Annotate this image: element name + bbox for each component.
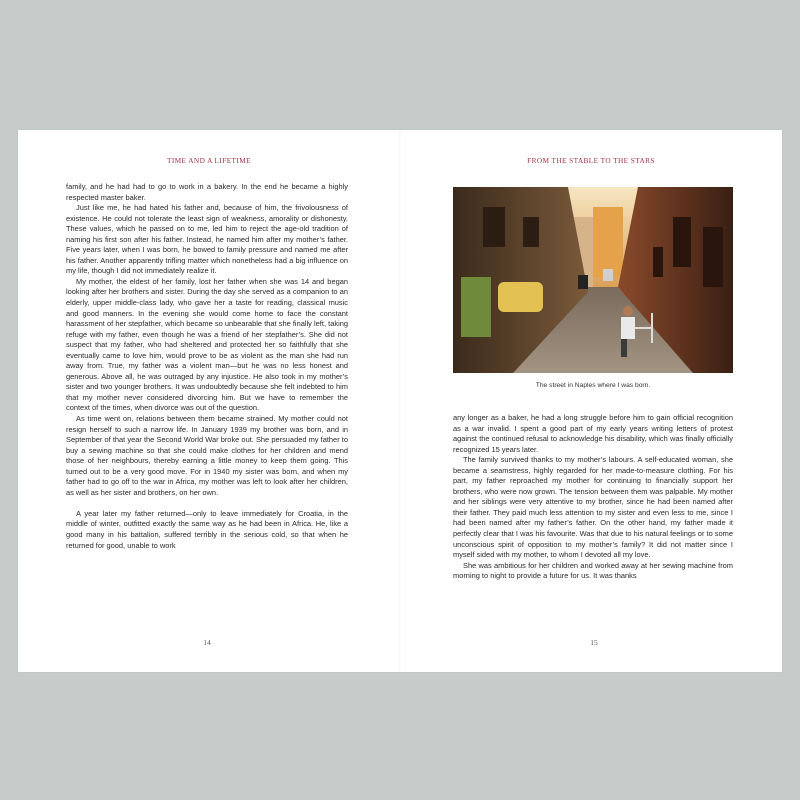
running-head-right: FROM THE STABLE TO THE STARS bbox=[527, 156, 655, 165]
book-spread bbox=[18, 130, 782, 672]
paragraph: My mother, the eldest of her family, lost her father when she was 14 and began looking after her brothers and sister. During the day she served as a companion to an elderly, upper middle-class lady, who gave her a taste for reading, classical music and good manners. In the evening she would come home to face the constant harassment of her stepfather, which became so unbearable that she finally left, taking refuge with my father, even though he was a friend of her stepfather’s. She did not suspect that my father, who had sheltered and protected her so faithfully that she eventually came to love him, would prove to be as violent as the man she had run away from. True, my father was a violent man—but he was no less honest and generous. Above all, he was outraged by any injustice. He also took in my mother’s sister and two younger brothers. It was undoubtedly because she felt indebted to him that my mother never considered divorcing him. But we have to remember the context of the times, when divorce was out of the question. bbox=[66, 276, 348, 413]
paragraph: A year later my father returned—only to leave immediately for Croatia, in the middle of winter, outfitted exactly the same way as he had been in Africa. He, like a good many in his battalion, suffered terribly in the serious cold, so that when he returned for good, unable to work bbox=[66, 508, 348, 550]
naples-street-photo bbox=[453, 187, 733, 373]
running-head-left: TIME AND A LIFETIME bbox=[166, 156, 251, 165]
paragraph: any longer as a baker, he had a long struggle before him to gain official recognition as a war invalid. I spent a good part of my early years writing letters of protest against the continued refusal to acknowledge his disability, which was finally officially recognized 15 years later. bbox=[453, 413, 733, 454]
gutter bbox=[399, 130, 401, 672]
paragraph: family, and he had had to go to work in a bakery. In the end he became a highly respected master baker. bbox=[66, 182, 348, 202]
page-number-left: 14 bbox=[203, 638, 211, 647]
photo-caption: The street in Naples where I was born. bbox=[535, 382, 651, 389]
right-page-body bbox=[453, 413, 733, 582]
left-page-body bbox=[66, 182, 348, 551]
paragraph: She was ambitious for her children and worked away at her sewing machine from morning to night to provide a future for us. It was thanks bbox=[453, 560, 733, 581]
paragraph: Just like me, he had hated his father and, because of him, the frivolousness of existence. He could not tolerate the least sign of weakness, amorality or dishonesty. These values, which he passed on to me, led him to reject the age-old tradition of naming his first son after his father. Instead, he named him after my mother’s father. Five years later, when I was born, he bowed to family pressure and named me after his father. Another apparently trifling matter which nonetheless had a big influence on my life, though I did not immediately realize it. bbox=[66, 203, 348, 276]
paragraph: The family survived thanks to my mother’s labours. A self-educated woman, she became a seamstress, highly regarded for her made-to-measure clothing. For his part, my father reproached my mother for continuing to financially support her brothers, who were now grown. The tension between them was palpable. My mother and her siblings were very attentive to my brother, since he had been named after their father. They paid much less attention to my sister and even less to me, since I had been named after my father’s father. On the other hand, my father made it perfectly clear that I was his favourite. Was that due to his natural feelings or to some unconscious spirit of opposition to my mother’s family? It did not matter since I myself sided with my mother, to whom I devoted all my love. bbox=[453, 455, 733, 560]
page-number-right: 15 bbox=[590, 638, 598, 647]
paragraph: As time went on, relations between them became strained. My mother could not resign herself to such a narrow life. In January 1939 my brother was born, and in September of that year the Second World War broke out. She persuaded my father to buy a sewing machine so that she could make clothes for her children and mend those of her neighbours, thereby earning a little money to keep them going. This turned out to be a very good move. For in 1940 my sister was born, and when my father had to go off to the war in Africa, my mother was left to look after her children, as well as her sister and brothers, on her own. bbox=[66, 414, 348, 497]
